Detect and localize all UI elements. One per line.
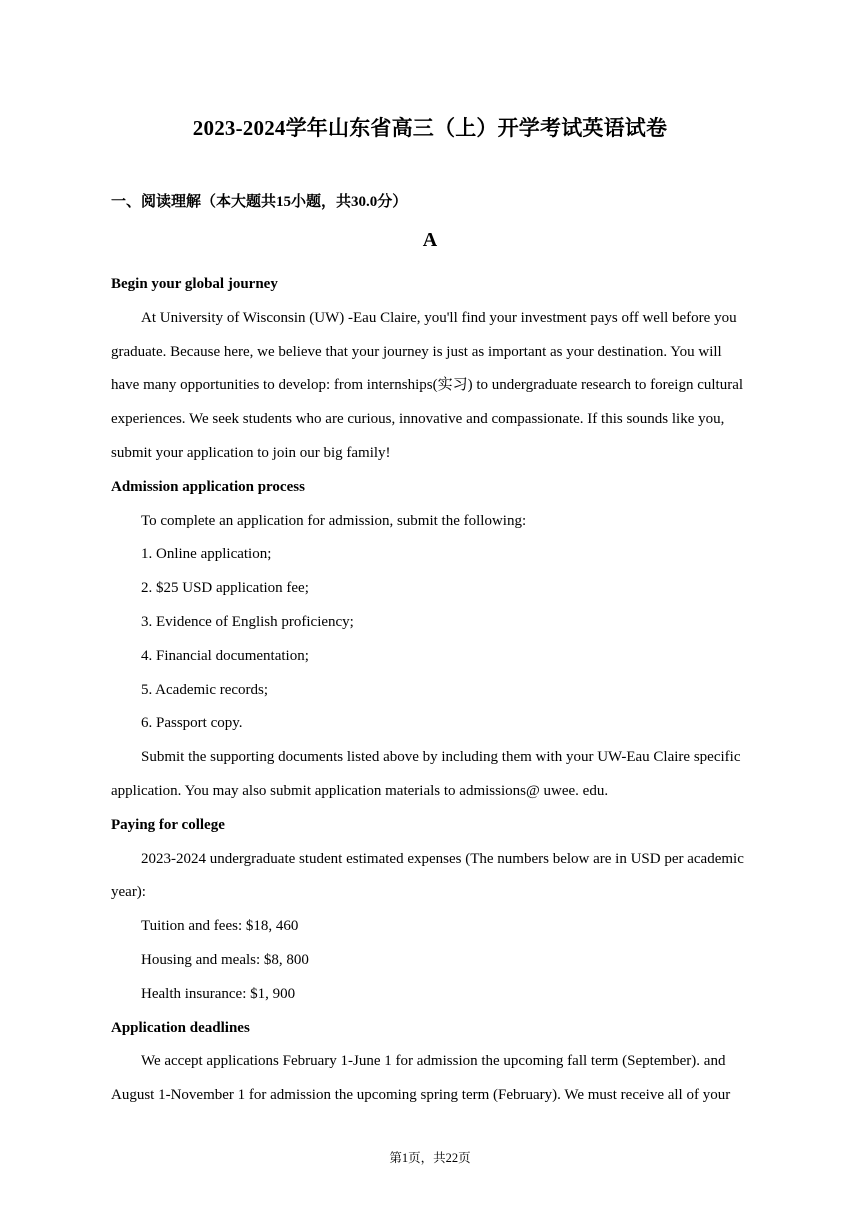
passage-label: A — [422, 229, 438, 251]
list-item: 6. Passport copy. — [141, 715, 243, 732]
passage-body — [111, 268, 751, 1113]
exam-title: 2023-2024学年山东省高三（上）开学考试英语试卷 — [192, 116, 668, 140]
list-item: 2. $25 USD application fee; — [141, 580, 309, 597]
heading-paying-for-college: Paying for college — [111, 816, 225, 833]
heading-application-deadlines: Application deadlines — [111, 1019, 250, 1036]
list-item: 1. Online application; — [141, 546, 272, 563]
heading-admission-process: Admission application process — [111, 478, 305, 495]
expense-item-insurance: Health insurance: $1, 900 — [141, 985, 296, 1002]
page-footer: 第1页，共22页 — [389, 1151, 471, 1165]
section-heading: 一、阅读理解（本大题共15小题，共30.0分） — [111, 194, 408, 210]
heading-global-journey: Begin your global journey — [111, 276, 278, 292]
paragraph-intro: At University of Wisconsin (UW) -Eau Claire, you'll find your investment pays off well before you graduate. Because here, we believe that your journey is just as important as your destination. You will have many opportunities to develop: from internships(实习) to undergraduate research to foreign cultural experiences. We seek students who are curious, innovative and compassionate. If this sounds like you, submit your application to join our big family! — [111, 309, 744, 461]
expense-item-housing: Housing and meals: $8, 800 — [141, 951, 309, 968]
expense-item-tuition: Tuition and fees: $18, 460 — [141, 918, 299, 935]
list-item: 5. Academic records; — [141, 681, 269, 698]
paragraph-expenses-intro: 2023-2024 undergraduate student estimated expenses (The numbers below are in USD per academic year): — [111, 850, 744, 901]
paragraph-submit-documents: Submit the supporting documents listed above by including them with your UW-Eau Claire specific application. You may also submit application materials to admissions@ uwee. edu. — [111, 749, 741, 799]
list-item: 4. Financial documentation; — [141, 647, 309, 664]
paragraph-application-intro: To complete an application for admission, submit the following: — [141, 512, 527, 529]
paragraph-deadlines: We accept applications February 1-June 1 for admission the upcoming fall term (September). and August 1-November 1 for admission the upcoming spring term (February). We must receive all of your — [111, 1053, 731, 1104]
list-item: 3. Evidence of English proficiency; — [141, 613, 354, 630]
